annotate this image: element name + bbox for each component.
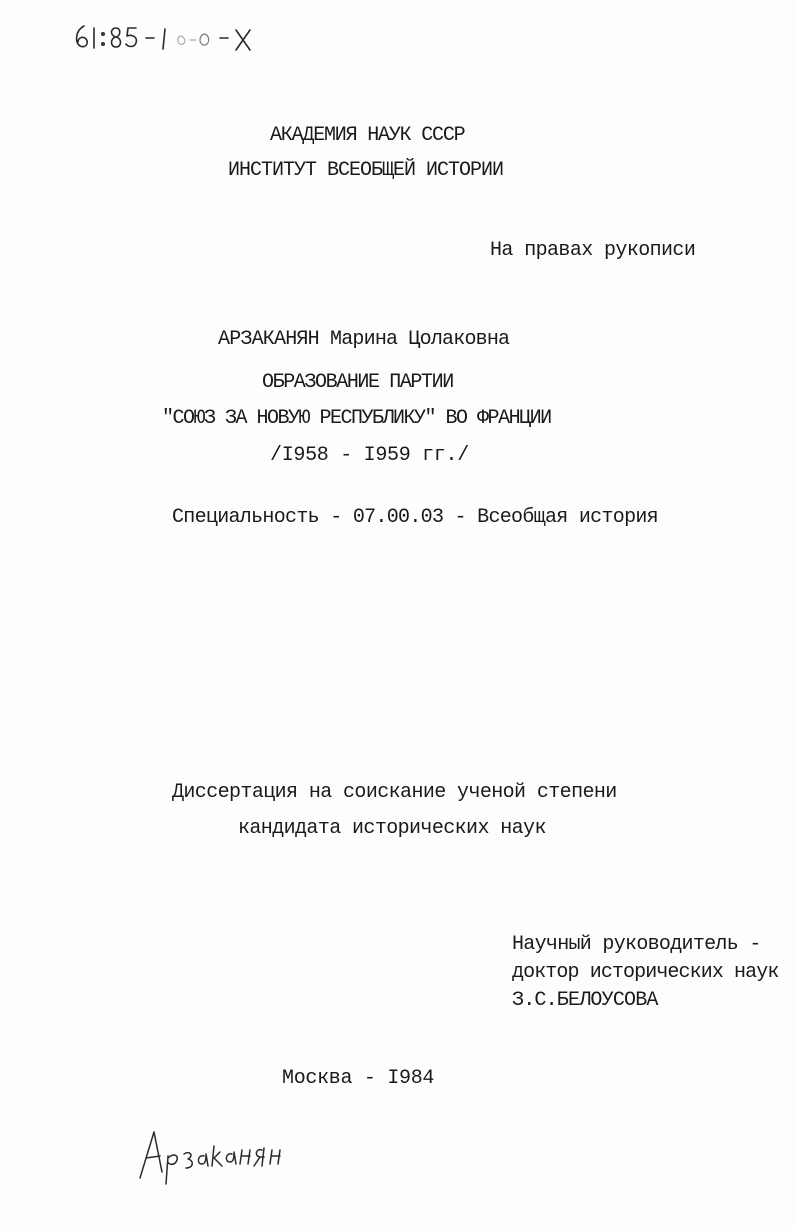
- title-line-3: /I958 - I959 гг./: [270, 444, 469, 467]
- author-name: АРЗАКАНЯН Марина Цолаковна: [218, 328, 510, 351]
- place-year: Москва - I984: [282, 1067, 435, 1090]
- dissertation-line-2: кандидата исторических наук: [238, 817, 546, 840]
- handwritten-archive-number: [70, 18, 300, 58]
- title-line-1: ОБРАЗОВАНИЕ ПАРТИИ: [262, 371, 453, 394]
- academy-heading: АКАДЕМИЯ НАУК СССР: [270, 124, 465, 147]
- advisor-line-3: З.С.БЕЛОУСОВА: [512, 989, 658, 1012]
- specialty: Специальность - 07.00.03 - Всеобщая история: [172, 506, 658, 529]
- advisor-line-1: Научный руководитель -: [512, 933, 761, 956]
- dissertation-line-1: Диссертация на соискание ученой степени: [172, 781, 617, 804]
- advisor-line-2: доктор исторических наук: [512, 961, 779, 984]
- rights-note: На правах рукописи: [490, 239, 696, 262]
- handwritten-signature: [132, 1122, 292, 1192]
- title-line-2: "СОЮЗ ЗА НОВУЮ РЕСПУБЛИКУ" ВО ФРАНЦИИ: [162, 407, 551, 430]
- institute-heading: ИНСТИТУТ ВСЕОБЩЕЙ ИСТОРИИ: [228, 159, 504, 182]
